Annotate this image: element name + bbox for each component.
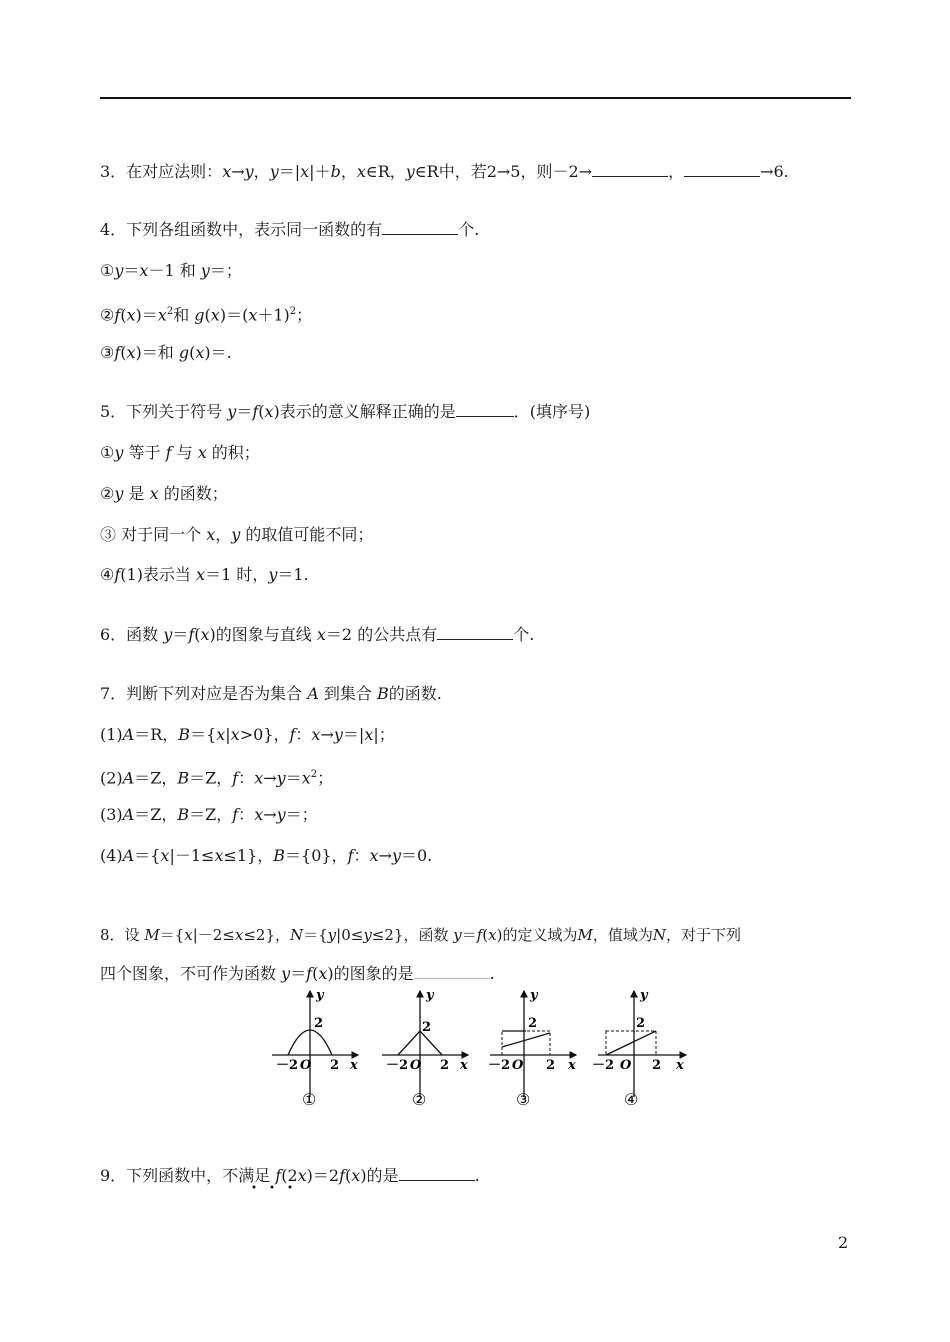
q5-option-4: ④f(1)表示当 x＝1 时，y＝1. xyxy=(100,565,309,584)
svg-text:x: x xyxy=(676,1058,684,1073)
svg-text:y: y xyxy=(530,988,538,1003)
question-6: 6．函数 y＝f(x)的图象与直线 x＝2 的公共点有 个. xyxy=(100,625,535,644)
answer-blank[interactable] xyxy=(456,402,514,417)
diagonal-line xyxy=(606,1031,656,1055)
svg-text:－2: －2 xyxy=(276,1058,299,1073)
q8-graphs xyxy=(268,985,688,1115)
svg-text:－2: －2 xyxy=(488,1058,511,1073)
svg-text:2: 2 xyxy=(546,1058,556,1073)
question-4: 4．下列各组函数中，表示同一函数的有 个. xyxy=(100,220,480,239)
svg-text:x: x xyxy=(350,1058,358,1073)
graph-label-3: ③ xyxy=(516,1090,531,1109)
question-9: 9．下列函数中，不满足 f(2x)＝2f(x)的是 . xyxy=(100,1166,480,1185)
svg-text:－2: －2 xyxy=(592,1058,615,1073)
svg-text:2: 2 xyxy=(422,1020,432,1035)
svg-text:O: O xyxy=(410,1058,422,1073)
svg-text:2: 2 xyxy=(528,1016,538,1031)
answer-blank[interactable] xyxy=(399,1166,475,1181)
question-8: 8．设 M＝{x|－2≤x≤2}，N＝{y|0≤y≤2}，函数 y＝f(x)的定义域为M，值域为N，对于下列 xyxy=(100,926,741,944)
answer-blank[interactable] xyxy=(382,220,458,235)
q7-part-2: (2)A＝Z，B＝Z，f：$x\to y=x^2$； xyxy=(100,768,334,788)
svg-text:－2: －2 xyxy=(386,1058,409,1073)
graph-label-2: ② xyxy=(412,1090,427,1109)
q4-option-2: $②f(x)=x^2$和 $g(x)=(x+1)^2$； xyxy=(100,305,313,325)
svg-text:2: 2 xyxy=(330,1058,340,1073)
graph-label-1: ① xyxy=(302,1090,317,1109)
page-number: 2 xyxy=(838,1233,849,1252)
graph-2 xyxy=(382,988,468,1109)
svg-text:2: 2 xyxy=(314,1016,324,1031)
emphasis-text: 不满足 xyxy=(222,1166,271,1185)
answer-blank[interactable] xyxy=(437,625,513,640)
graph-1 xyxy=(272,988,358,1109)
svg-text:y: y xyxy=(316,988,324,1003)
q8-line-2: 四个图象，不可作为函数 y＝f(x)的图象的是 . xyxy=(100,964,495,983)
svg-text:O: O xyxy=(512,1058,524,1073)
segment-line xyxy=(502,1033,550,1047)
q7-part-1: (1)A＝R，B＝{x|x>0}，f：x→y＝|x|； xyxy=(100,725,395,744)
svg-text:O: O xyxy=(300,1058,312,1073)
answer-blank[interactable] xyxy=(414,964,490,979)
graph-4 xyxy=(592,988,686,1109)
svg-text:2: 2 xyxy=(652,1058,662,1073)
graph-3 xyxy=(488,988,576,1109)
header-rule xyxy=(100,97,851,99)
svg-text:x: x xyxy=(460,1058,468,1073)
q5-option-1: ①y 等于 f 与 x 的积； xyxy=(100,443,260,462)
q4-option-1: ①y＝x－1 和 y＝； xyxy=(100,261,242,280)
q7-part-4: (4)A＝{x|－1≤x≤1}，B＝{0}，f：x→y＝0. xyxy=(100,846,433,865)
graph-label-4: ④ xyxy=(624,1090,639,1109)
emphasis-dots xyxy=(248,1182,298,1192)
answer-blank[interactable] xyxy=(592,162,668,177)
q7-part-3: (3)A＝Z，B＝Z，f：x→y＝； xyxy=(100,805,318,824)
answer-blank[interactable] xyxy=(684,162,760,177)
svg-text:y: y xyxy=(640,988,648,1003)
question-3: 3．在对应法则：x→y，y＝|x|＋b，x∈R，y∈R中，若2→5，则－2→ ， →6. xyxy=(100,162,789,181)
question-5: 5．下列关于符号 y＝f(x)表示的意义解释正确的是 ．(填序号) xyxy=(100,402,591,421)
question-7: 7．判断下列对应是否为集合 A 到集合 B的函数. xyxy=(100,684,442,703)
q5-option-3: ③ 对于同一个 x，y 的取值可能不同； xyxy=(100,525,374,544)
q3-text: 3．在对应法则： xyxy=(100,162,223,181)
svg-text:2: 2 xyxy=(636,1016,646,1031)
svg-text:x: x xyxy=(568,1058,576,1073)
q5-option-2: ②y 是 x 的函数； xyxy=(100,484,228,503)
svg-text:y: y xyxy=(426,988,434,1003)
svg-text:2: 2 xyxy=(440,1058,450,1073)
svg-text:O: O xyxy=(620,1058,632,1073)
q4-option-3: ③f(x)＝和 g(x)＝. xyxy=(100,343,232,362)
